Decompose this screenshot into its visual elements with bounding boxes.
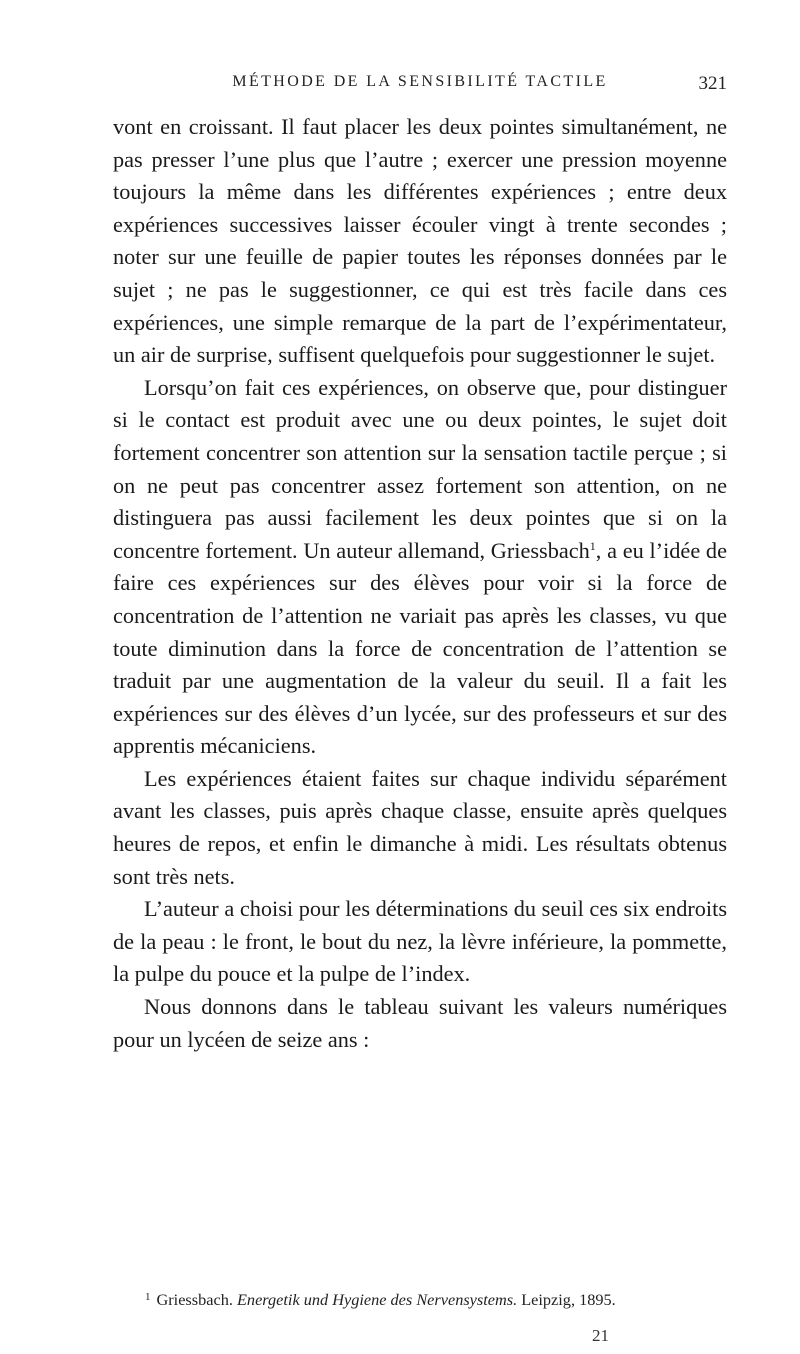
footnote-author: Griessbach. <box>156 1290 237 1309</box>
footnote-title: Energetik und Hygiene des Nervensystems. <box>236 1290 518 1309</box>
paragraph-4: L’auteur a choisi pour les déterminations du seuil ces six endroits de la peau : le front, le bout du nez, la lèvre inférieure, la pommette, la pulpe du pouce et la pulpe de l’index. <box>113 896 727 987</box>
paragraph-2 <box>113 372 727 763</box>
paragraph-2-part-2: , a eu l’idée de faire ces expériences sur des élèves pour voir si la force de concentration de l’attention ne variait pas après les classes, vu que toute diminution dans la force de concentration de l’attention se traduit par une augmentation de la valeur du seuil. Il a fait les expériences sur des élèves d’un lycée, sur des professeurs et sur des apprentis mécaniciens. <box>113 537 727 759</box>
page-number: 321 <box>698 73 727 94</box>
signature-mark: 21 <box>592 1326 609 1345</box>
book-page <box>113 0 727 1354</box>
footnote <box>145 1287 727 1310</box>
footnote-rest: Leipzig, 1895. <box>517 1290 616 1309</box>
paragraph-5: Nous donnons dans le tableau suivant les valeurs numériques pour un lycéen de seize ans : <box>113 994 727 1052</box>
paragraph-2-part-1: Lorsqu’on fait ces expériences, on observe que, pour distinguer si le contact est produit avec une ou deux pointes, le sujet doit fortement concentrer son attention sur la sensation tactile perçue ; si on ne peut pas concentrer assez fortement son attention, on ne distinguera pas aussi facilement les deux pointes que si on la concentre fortement. Un auteur allemand, Griessbach <box>113 374 727 563</box>
footnote-mark: 1 <box>145 1291 151 1303</box>
running-title: MÉTHODE DE LA SENSIBILITÉ TACTILE <box>232 73 608 90</box>
paragraph-3: Les expériences étaient faites sur chaque individu séparément avant les classes, puis après chaque classe, ensuite après quelques heures de repos, et enfin le dimanche à midi. Les résultats obtenus sont très nets. <box>113 765 727 889</box>
running-head <box>113 73 727 97</box>
footnote-reference[interactable]: 1 <box>589 538 596 553</box>
body-text <box>113 111 727 1056</box>
paragraph-1: vont en croissant. Il faut placer les deux pointes simultanément, ne pas presser l’une plus que l’autre ; exercer une pression moyenne toujours la même dans les différentes expériences ; entre deux expériences successives laisser écouler vingt à trente secondes ; noter sur une feuille de papier toutes les réponses données par le sujet ; ne pas le suggestionner, ce qui est très facile dans ces expériences, une simple remarque de la part de l’expérimentateur, un air de surprise, suffisent quelquefois pour suggestionner le sujet. <box>113 114 727 368</box>
